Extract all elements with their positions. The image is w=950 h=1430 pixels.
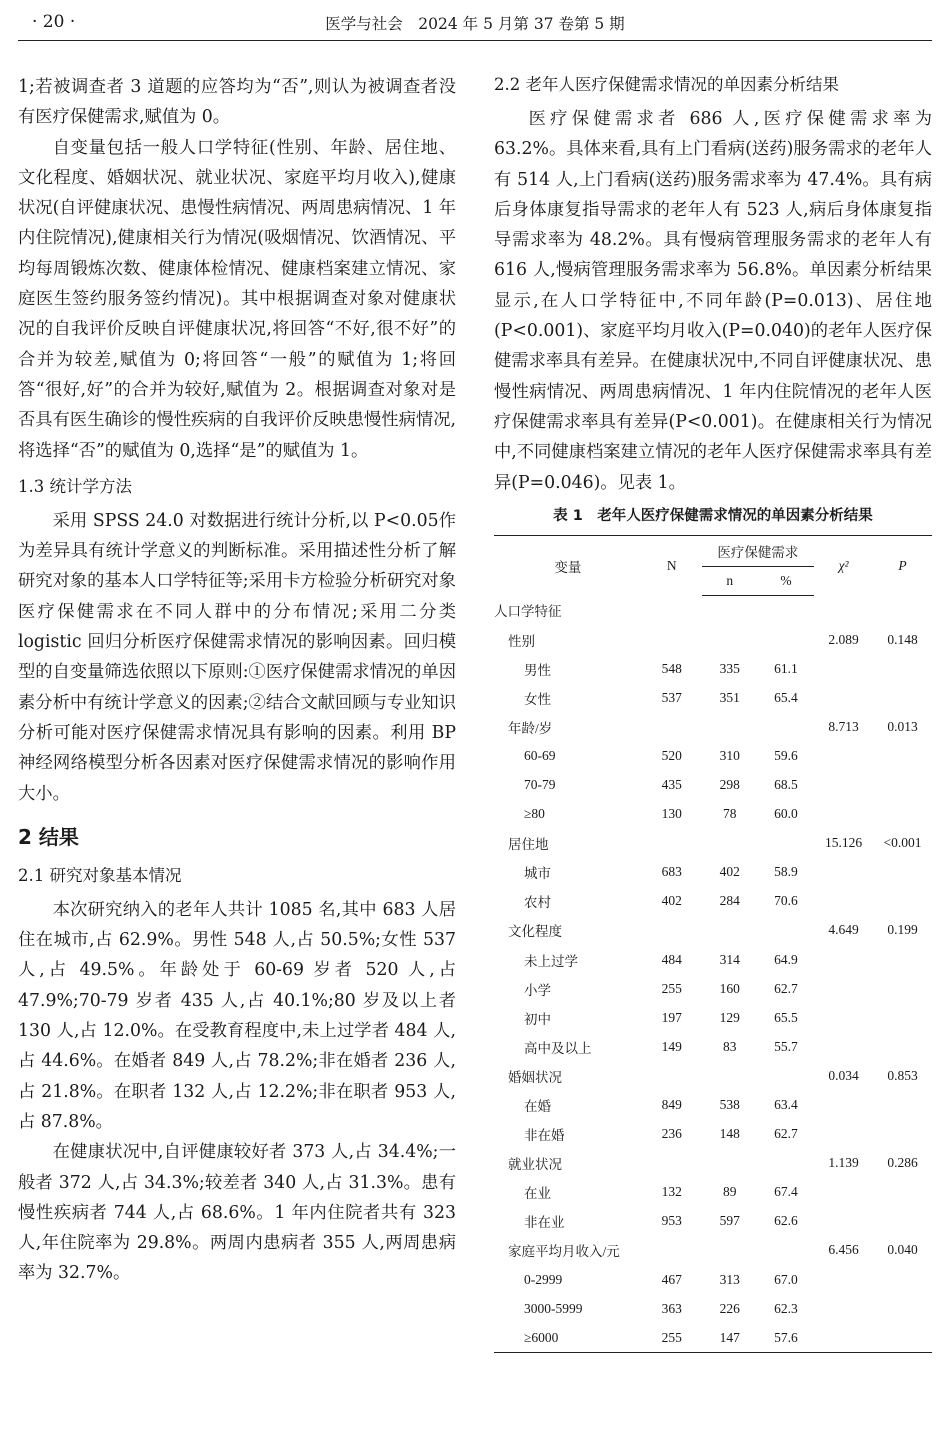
cell-p: [873, 945, 932, 974]
cell-chi2: 0.034: [828, 1067, 859, 1083]
cell-chi2: [814, 1265, 873, 1294]
cell-p: [873, 1032, 932, 1061]
cell-chi2: [814, 974, 873, 1003]
cell-p: 0.148: [887, 631, 918, 647]
cell-n: [702, 829, 758, 858]
section-heading-2: 2 结果: [18, 824, 79, 849]
cell-N: [642, 829, 702, 858]
row-label: 在业: [524, 1186, 551, 1202]
cell-n: 314: [719, 951, 740, 967]
section-heading-2-2: 2.2 老年人医疗保健需求情况的单因素分析结果: [494, 75, 839, 94]
cell-pct: 64.9: [774, 951, 798, 967]
cell-pct: [758, 916, 814, 945]
cell-chi2: 15.126: [825, 835, 863, 851]
row-label: 性别: [508, 633, 535, 649]
cell-pct: 67.4: [774, 1184, 798, 1200]
cell-N: 484: [661, 951, 682, 967]
cell-n: 148: [719, 1126, 740, 1142]
cell-chi2: [814, 945, 873, 974]
cell-p: [873, 654, 932, 683]
paragraph: 本次研究纳入的老年人共计 1085 名,其中 683 人居住在城市,占 62.9%。男性 548 人,占 50.5%;女性 537 人,占 49.5%。年龄处于 60-69 岁者 520 人,占 47.9%;70-79 岁者 435 人,占 40.1%;80 岁及以上者 130 人,占 12.0%。在受教育程度中,未上过学者 484 人,占 44.6%。在婚者 849 人,占 78.2%;非在婚者 236 人,占 21.8%。在职者 132 人,占 12.2%;非在职者 953 人,占 87.8%。: [18, 899, 456, 1132]
row-label: 在婚: [524, 1099, 551, 1114]
cell-p: 0.040: [887, 1242, 918, 1258]
cell-N: [642, 625, 702, 654]
row-label: 文化程度: [508, 924, 562, 940]
cell-chi2: [814, 1003, 873, 1032]
header-chi2: χ²: [814, 535, 873, 595]
cell-n: 335: [719, 660, 740, 676]
cell-p: 0.853: [887, 1067, 918, 1083]
cell-n: 226: [719, 1300, 740, 1316]
cell-chi2: 4.649: [828, 922, 859, 938]
cell-N: 467: [661, 1271, 682, 1287]
cell-N: 255: [661, 980, 682, 996]
cell-p: 0.199: [887, 922, 918, 938]
row-label: 年龄/岁: [508, 720, 553, 736]
cell-pct: 58.9: [774, 864, 798, 880]
cell-pct: [758, 1236, 814, 1265]
table-row: [494, 1178, 932, 1207]
cell-N: 255: [642, 1323, 702, 1353]
cell-p: [873, 1265, 932, 1294]
paragraph: 采用 SPSS 24.0 对数据进行统计分析,以 P<0.05作为差异具有统计学意义的判断标准。采用描述性分析了解研究对象的基本人口学特征等;采用卡方检验分析研究对象医疗保健需求在不同人群中的分布情况;采用二分类 logistic 回归分析医疗保健需求情况的影响因素。回归模型的自变量筛选依照以下原则:①医疗保健需求情况的单因素分析中有统计学意义的因素;②结合文献回顾与专业知识分析可能对医疗保健需求情况具有影响的因素。利用 BP 神经网络模型分析各因素对医疗保健需求情况的影响作用大小。: [18, 510, 456, 804]
cell-n: [702, 1236, 758, 1265]
header-P: P: [873, 535, 932, 595]
row-label: 居住地: [508, 837, 549, 853]
cell-N: [642, 916, 702, 945]
table-row: [494, 770, 932, 799]
row-label: 初中: [524, 1011, 551, 1027]
cell-pct: [758, 625, 814, 654]
cell-chi2: [814, 1294, 873, 1323]
cell-chi2: [814, 1032, 873, 1061]
table-row: [494, 887, 932, 916]
cell-chi2: [814, 1090, 873, 1119]
cell-p: [873, 1120, 932, 1149]
cell-N: 132: [661, 1184, 682, 1200]
table-row: [494, 829, 932, 858]
cell-p: [873, 1090, 932, 1119]
table-row: [494, 625, 932, 654]
cell-p: [873, 1178, 932, 1207]
header-n: n: [702, 566, 758, 595]
section-heading-1-3: 1.3 统计学方法: [18, 476, 132, 496]
row-label: 就业状况: [508, 1157, 562, 1173]
row-label: 人口学特征: [494, 604, 562, 620]
cell-p: [873, 595, 932, 625]
cell-pct: 68.5: [774, 776, 798, 792]
cell-N: 520: [661, 747, 682, 763]
cell-N: 149: [661, 1038, 682, 1054]
table-row: [494, 1323, 932, 1353]
row-label: 60-69: [524, 747, 556, 763]
row-label: 70-79: [524, 776, 556, 792]
row-label: 高中及以上: [524, 1040, 592, 1056]
cell-N: [642, 712, 702, 741]
table-row: [494, 1032, 932, 1061]
row-label: 未上过学: [524, 953, 578, 969]
table-row: [494, 974, 932, 1003]
results-table: [494, 535, 932, 1353]
row-label: ≥6000: [494, 1323, 642, 1353]
cell-n: 83: [723, 1038, 737, 1054]
paragraph: 医疗保健需求者 686 人,医疗保健需求率为 63.2%。具体来看,具有上门看病(送药)服务需求的老年人有 514 人,上门看病(送药)服务需求率为 47.4%。具有病后身体康复指导需求的老年人有 523 人,病后身体康复指导需求率为 48.2%。具有慢病管理服务需求的老年人有 616 人,慢病管理服务需求率为 56.8%。单因素分析结果显示,在人口学特征中,不同年龄(P=0.013)、居住地(P<0.001)、家庭平均月收入(P=0.040)的老年人医疗保健需求率具有差异。在健康状况中,不同自评健康状况、患慢性病情况、两周患病情况、1 年内住院情况的老年人医疗保健需求率具有差异(P<0.001)。在健康相关行为情况中,不同健康档案建立情况的老年人医疗保健需求率具有差异(P=0.046)。见表 1。: [494, 109, 932, 493]
cell-p: <0.001: [883, 835, 922, 851]
cell-n: 147: [702, 1323, 758, 1353]
row-label: ≥80: [524, 806, 545, 822]
cell-N: 953: [661, 1213, 682, 1229]
cell-pct: 60.0: [774, 806, 798, 822]
paragraph: 自变量包括一般人口学特征(性别、年龄、居住地、文化程度、婚姻状况、就业状况、家庭平均月收入),健康状况(自评健康状况、患慢性病情况、两周患病情况、1 年内住院情况),健康相关行为情况(吸烟情况、饮酒情况、平均每周锻炼次数、健康体检情况、健康档案建立情况、家庭医生签约服务签约情况)。其中根据调查对象对健康状况的自我评价反映自评健康状况,将回答“不好,很不好”的合并为较差,赋值为 0;将回答“一般”的赋值为 1;将回答“很好,好”的合并为较好,赋值为 2。根据调查对象对是否具有医生确诊的慢性疾病的自我评价反映患慢性病情况,将选择“否”的赋值为 0,选择“是”的赋值为 1。: [18, 137, 456, 461]
cell-pct: [758, 712, 814, 741]
cell-N: [642, 1061, 702, 1090]
cell-pct: [758, 829, 814, 858]
cell-N: 548: [661, 660, 682, 676]
table-row: [494, 1061, 932, 1090]
cell-pct: 63.4: [774, 1097, 798, 1112]
table-row: [494, 1090, 932, 1119]
row-label: 0-2999: [524, 1271, 563, 1287]
table-row: [494, 1207, 932, 1236]
cell-n: 284: [719, 893, 740, 909]
table-title: 表 1 老年人医疗保健需求情况的单因素分析结果: [553, 507, 873, 524]
cell-N: 363: [661, 1300, 682, 1316]
cell-n: 351: [719, 689, 740, 705]
cell-n: [702, 1061, 758, 1090]
cell-n: 89: [723, 1184, 737, 1200]
cell-n: 402: [719, 864, 740, 880]
right-column: [494, 72, 932, 1353]
cell-chi2: 6.456: [828, 1242, 859, 1258]
cell-N: 537: [661, 689, 682, 705]
row-label: 3000-5999: [524, 1300, 583, 1316]
cell-N: 130: [661, 806, 682, 822]
cell-pct: 61.1: [774, 660, 798, 676]
cell-p: [873, 770, 932, 799]
header-N: N: [642, 535, 702, 595]
cell-N: [642, 1236, 702, 1265]
cell-chi2: 2.089: [828, 631, 859, 647]
table-row: [494, 712, 932, 741]
table-row: [494, 654, 932, 683]
cell-p: [873, 858, 932, 887]
cell-p: 0.013: [887, 718, 918, 734]
cell-pct: 62.6: [774, 1213, 798, 1229]
journal-info: 医学与社会 2024 年 5 月第 37 卷第 5 期: [325, 15, 625, 33]
cell-chi2: [814, 800, 873, 829]
header-variable: 变量: [494, 535, 642, 595]
cell-pct: 67.0: [774, 1271, 798, 1287]
cell-n: [702, 625, 758, 654]
cell-chi2: [814, 595, 873, 625]
cell-pct: 59.6: [774, 747, 798, 763]
cell-N: 402: [661, 893, 682, 909]
section-heading-2-1: 2.1 研究对象基本情况: [18, 865, 182, 885]
cell-pct: [758, 1149, 814, 1178]
cell-n: [702, 595, 758, 625]
table-row: [494, 1294, 932, 1323]
table-row: [494, 1003, 932, 1032]
row-label: 非在婚: [524, 1128, 565, 1144]
cell-n: 313: [719, 1271, 740, 1287]
header-pct: %: [758, 566, 814, 595]
cell-chi2: [814, 1178, 873, 1207]
cell-pct: [758, 595, 814, 625]
cell-N: 683: [661, 864, 682, 880]
cell-p: [873, 1003, 932, 1032]
cell-pct: [758, 1061, 814, 1090]
table-row: [494, 1236, 932, 1265]
table-row: [494, 858, 932, 887]
cell-pct: 55.7: [774, 1038, 798, 1054]
cell-n: 538: [719, 1097, 740, 1112]
cell-pct: 62.3: [774, 1300, 798, 1316]
row-label: 男性: [524, 662, 551, 678]
left-column: [18, 72, 456, 1289]
cell-chi2: [814, 770, 873, 799]
cell-p: [873, 1323, 932, 1353]
cell-n: 78: [723, 806, 737, 822]
cell-chi2: [814, 1120, 873, 1149]
cell-p: [873, 1294, 932, 1323]
cell-p: [873, 1207, 932, 1236]
cell-p: 0.286: [887, 1155, 918, 1171]
table-row: [494, 1265, 932, 1294]
cell-n: [702, 916, 758, 945]
cell-chi2: [814, 741, 873, 770]
table-row: [494, 1120, 932, 1149]
cell-chi2: [814, 887, 873, 916]
row-label: 非在业: [524, 1215, 565, 1231]
cell-chi2: [814, 1323, 873, 1353]
cell-N: 849: [661, 1097, 682, 1112]
cell-n: 310: [719, 747, 740, 763]
table-row: [494, 741, 932, 770]
cell-chi2: 8.713: [828, 718, 859, 734]
cell-pct: 70.6: [774, 893, 798, 909]
cell-N: [642, 1149, 702, 1178]
cell-n: 298: [719, 776, 740, 792]
cell-chi2: [814, 683, 873, 712]
cell-chi2: [814, 654, 873, 683]
cell-N: 236: [661, 1126, 682, 1142]
cell-chi2: 1.139: [828, 1155, 859, 1171]
cell-n: 597: [719, 1213, 740, 1229]
header-need-group: 医疗保健需求: [702, 535, 814, 566]
table-row: [494, 945, 932, 974]
cell-p: [873, 887, 932, 916]
table-row: [494, 916, 932, 945]
row-label: 城市: [524, 866, 551, 882]
row-label: 小学: [524, 982, 551, 998]
cell-p: [873, 741, 932, 770]
page-number: · 20 ·: [32, 12, 76, 32]
cell-pct: 57.6: [758, 1323, 814, 1353]
cell-N: [642, 595, 702, 625]
cell-pct: 65.5: [774, 1009, 798, 1025]
page-header: [18, 0, 932, 41]
table-body: [494, 595, 932, 1352]
table-row: [494, 800, 932, 829]
cell-pct: 65.4: [774, 689, 798, 705]
cell-N: 197: [661, 1009, 682, 1025]
cell-n: 129: [719, 1009, 740, 1025]
cell-n: [702, 1149, 758, 1178]
paragraph: 1;若被调查者 3 道题的应答均为“否”,则认为被调查者没有医疗保健需求,赋值为 0。: [18, 77, 456, 128]
table-row: [494, 595, 932, 625]
row-label: 婚姻状况: [508, 1069, 562, 1085]
table-row: [494, 1149, 932, 1178]
cell-chi2: [814, 858, 873, 887]
cell-pct: 62.7: [774, 1126, 798, 1142]
paragraph: 在健康状况中,自评健康较好者 373 人,占 34.4%;一般者 372 人,占 34.3%;较差者 340 人,占 31.3%。患有慢性疾病者 744 人,占 68.6%。1 年内住院者共有 323 人,年住院率为 29.8%。两周内患病者 355 人,两周患病率为 32.7%。: [18, 1142, 456, 1284]
cell-pct: 62.7: [774, 980, 798, 996]
row-label: 家庭平均月收入/元: [508, 1244, 620, 1260]
cell-n: [702, 712, 758, 741]
cell-p: [873, 683, 932, 712]
cell-n: 160: [719, 980, 740, 996]
table-row: [494, 683, 932, 712]
cell-N: 435: [661, 776, 682, 792]
cell-p: [873, 800, 932, 829]
row-label: 女性: [524, 691, 551, 707]
row-label: 农村: [524, 895, 551, 911]
cell-chi2: [814, 1207, 873, 1236]
cell-p: [873, 974, 932, 1003]
